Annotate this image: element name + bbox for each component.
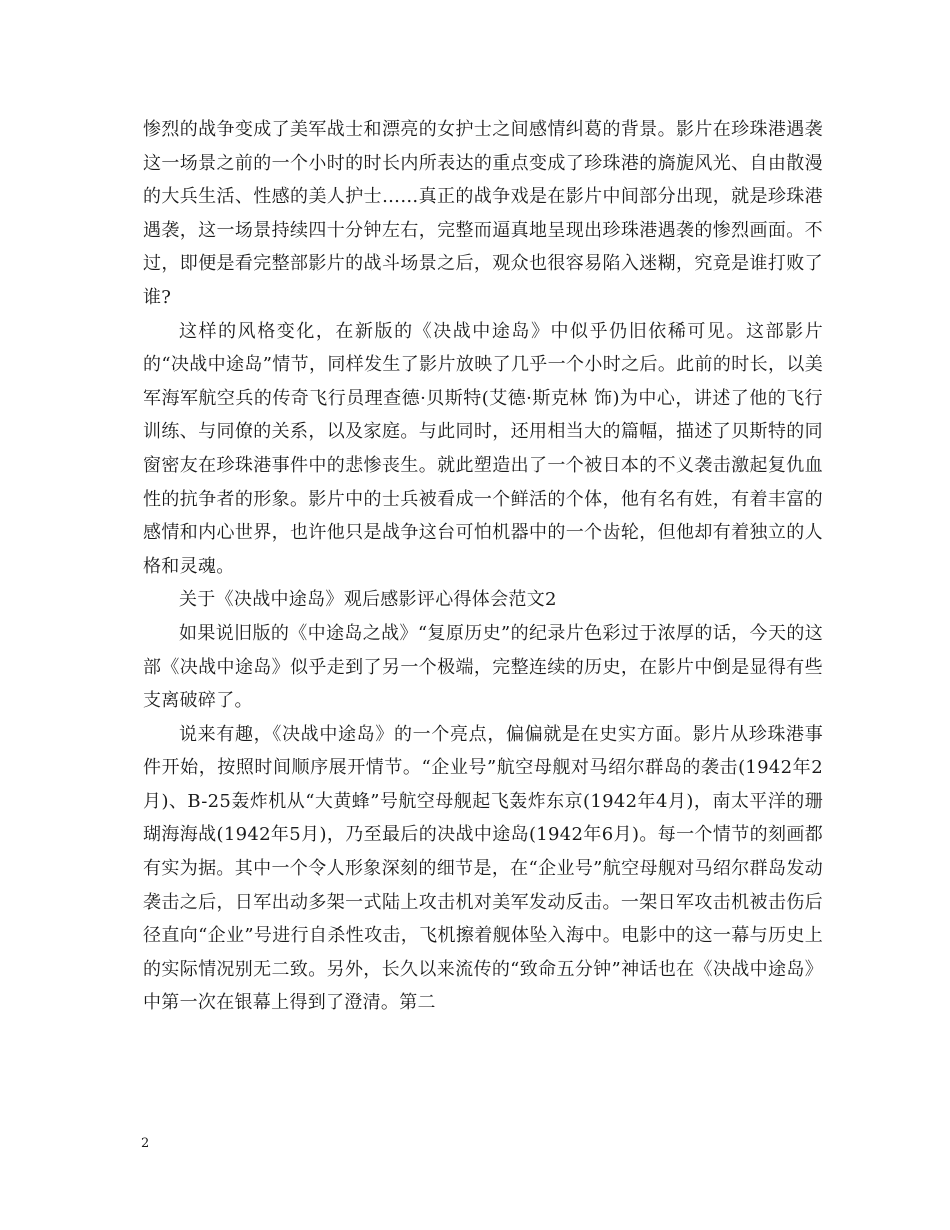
paragraph-style-change: 这样的风格变化，在新版的《决战中途岛》中似乎仍旧依稀可见。这部影片的“决战中途岛”情节，同样发生了影片放映了几乎一个小时之后。此前的时长，以美军海军航空兵的传奇飞行员理查德·贝斯特(艾德·斯克林 饰)为中心，讲述了他的飞行训练、与同僚的关系，以及家庭。与此同时，还用相当大的篇幅，描述了贝斯特的同窗密友在珍珠港事件中的悲惨丧生。就此塑造出了一个被日本的不义袭击激起复仇血性的抗争者的形象。影片中的士兵被看成一个鲜活的个体，他有名有姓，有着丰富的感情和内心世界，也许他只是战争这台可怕机器中的一个齿轮，但他却有着独立的人格和灵魂。: [143, 320, 823, 577]
paragraph-continuation: 惨烈的战争变成了美军战士和漂亮的女护士之间感情纠葛的背景。影片在珍珠港遇袭这一场景之前的一个小时的时长内所表达的重点变成了珍珠港的旖旎风光、自由散漫的大兵生活、性感的美人护士……真正的战争戏是在影片中间部分出现，就是珍珠港遇袭，这一场景持续四十分钟左右，完整而逼真地呈现出珍珠港遇袭的惨烈画面。不过，即便是看完整部影片的战斗场景之后，观众也很容易陷入迷糊，究竟是谁打败了谁?: [143, 119, 823, 308]
paragraph-historical-facts: 说来有趣，《决战中途岛》的一个亮点，偏偏就是在史实方面。影片从珍珠港事件开始，按照时间顺序展开情节。“企业号”航空母舰对马绍尔群岛的袭击(1942年2月)、B-25轰炸机从“大黄蜂”号航空母舰起飞轰炸东京(1942年4月)，南太平洋的珊瑚海海战(1942年5月)，乃至最后的决战中途岛(1942年6月)。每一个情节的刻画都有实为据。其中一个令人形象深刻的细节是，在“企业号”航空母舰对马绍尔群岛发动袭击之后，日军出动多架一式陆上攻击机对美军发动反击。一架日军攻击机被击伤后径直向“企业”号进行自杀性攻击，飞机擦着舰体坠入海中。电影中的这一幕与历史上的实际情况别无二致。另外，长久以来流传的“致命五分钟”神话也在《决战中途岛》中第一次在银幕上得到了澄清。第二: [143, 723, 823, 1014]
section-heading: 关于《决战中途岛》观后感影评心得体会范文2: [179, 589, 557, 611]
document-body: [143, 113, 823, 1020]
page-number: 2: [141, 1136, 150, 1151]
paragraph-comparison: 如果说旧版的《中途岛之战》“复原历史”的纪录片色彩过于浓厚的话，今天的这部《决战中途岛》似乎走到了另一个极端，完整连续的历史，在影片中倒是显得有些支离破碎了。: [143, 622, 823, 712]
